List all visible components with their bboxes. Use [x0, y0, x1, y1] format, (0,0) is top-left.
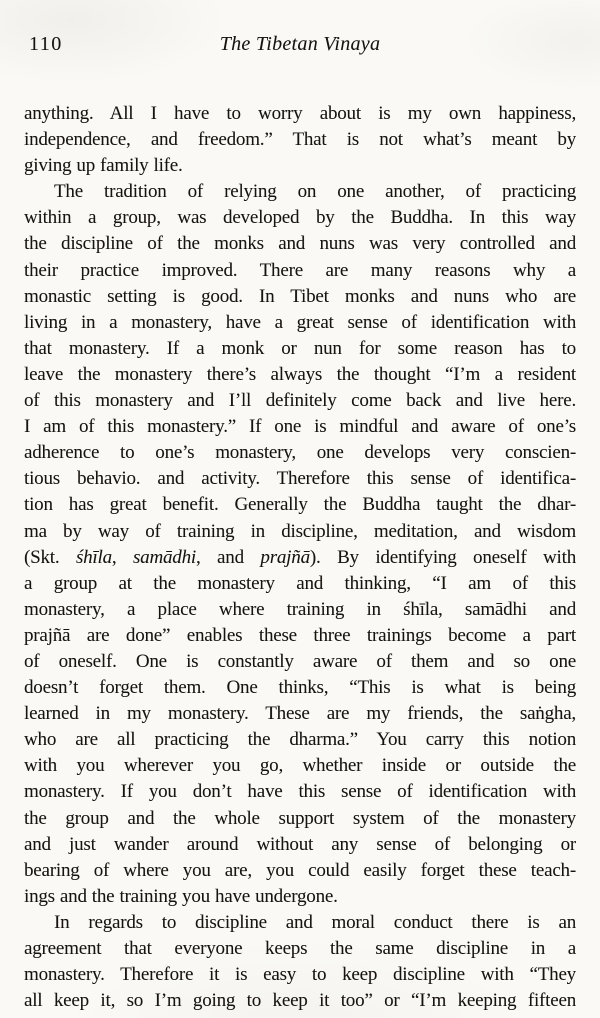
text-run: independence, and freedom.” That is not what’s meant by — [24, 129, 576, 151]
text-line — [24, 440, 576, 466]
text-run: doesn’t forget them. One thinks, “This is what is being — [24, 677, 576, 699]
page-header — [24, 31, 576, 57]
text-run: with you wherever you go, whether inside or outside the — [24, 755, 576, 777]
text-run: agreement that everyone keeps the same discipline in a — [24, 938, 576, 959]
text-line — [24, 623, 576, 649]
text-run: who are all practicing the dharma.” You carry this notion — [24, 729, 576, 751]
text-run: learned in my monastery. These are my friends, the saṅgha, — [24, 703, 576, 725]
text-run: tious behavio. and activity. Therefore this sense of identifica- — [24, 468, 576, 490]
text-run: ings and the training you have undergone. — [24, 885, 338, 907]
text-line — [24, 649, 576, 675]
text-line — [24, 988, 576, 1014]
running-title: The Tibetan Vinaya — [219, 33, 381, 55]
text-run: monastery. Therefore it is easy to keep discipline with “They — [24, 964, 576, 986]
text-line — [24, 910, 576, 936]
text-run: the discipline of the monks and nuns was very controlled and — [24, 233, 576, 255]
text-line — [24, 492, 576, 518]
text-line — [24, 571, 576, 597]
text-line — [24, 362, 576, 388]
text-run: ma by way of training in discipline, meditation, and wisdom — [24, 520, 576, 542]
text-run: living in a monastery, have a great sense of identification with — [24, 311, 576, 333]
text-line — [24, 101, 576, 127]
text-line — [24, 284, 576, 310]
paragraph — [24, 101, 576, 179]
text-run: ). By identifying oneself with — [309, 546, 576, 568]
text-run: monastery, a place where training in śhīla, samādhi and — [24, 598, 576, 620]
text-line — [24, 727, 576, 753]
paragraph — [24, 179, 576, 910]
text-line — [24, 701, 576, 727]
text-line — [24, 779, 576, 805]
text-run: monastery. If you don’t have this sense of identification with — [24, 781, 576, 803]
text-run: adherence to one’s monastery, one develops very conscien- — [24, 442, 576, 464]
text-line — [24, 414, 576, 440]
italic-term: samādhi — [132, 546, 196, 568]
page-number: 110 — [29, 33, 63, 55]
text-run: that monastery. If a monk or nun for some reason has to — [24, 337, 576, 359]
italic-term: prajñā — [260, 546, 310, 568]
text-line — [24, 519, 576, 545]
text-run: I am of this monastery.” If one is mindful and aware of one’s — [24, 416, 576, 438]
text-line — [24, 936, 576, 962]
text-line — [24, 205, 576, 231]
text-run: tion has great benefit. Generally the Buddha taught the dhar- — [24, 494, 576, 516]
text-line — [24, 858, 576, 884]
text-line — [24, 597, 576, 623]
text-run: and just wander around without any sense of belonging or — [24, 833, 576, 855]
text-line — [24, 832, 576, 858]
text-line — [24, 179, 576, 205]
text-line — [24, 806, 576, 832]
text-run: leave the monastery there’s always the thought “I’m a resident — [24, 363, 576, 385]
italic-term: śhīla — [75, 546, 112, 568]
text-run: The tradition of relying on one another, of practicing — [54, 181, 576, 203]
text-run: a group at the monastery and thinking, “I am of this — [24, 572, 576, 594]
text-line — [24, 258, 576, 284]
text-run: , — [111, 546, 133, 568]
text-block — [24, 101, 576, 1014]
text-run: , and — [195, 546, 261, 568]
text-line — [24, 388, 576, 414]
text-run: within a group, was developed by the Buddha. In this way — [24, 207, 576, 229]
text-line — [24, 884, 576, 910]
text-run: prajñā are done” enables these three trainings become a part — [24, 624, 576, 646]
text-line — [24, 466, 576, 492]
text-run: all keep it, so I’m going to keep it too” or “I’m keeping fifteen — [24, 990, 576, 1012]
text-run: of oneself. One is constantly aware of them and so one — [24, 650, 576, 672]
text-line — [24, 127, 576, 153]
paragraph — [24, 910, 576, 1014]
text-run: (Skt. — [24, 546, 76, 568]
text-run: their practice improved. There are many reasons why a — [24, 259, 576, 281]
text-line — [24, 545, 576, 571]
text-line — [24, 675, 576, 701]
text-line — [24, 962, 576, 988]
text-run: monastic setting is good. In Tibet monks and nuns who are — [24, 285, 576, 307]
text-run: the group and the whole support system of the monastery — [24, 807, 576, 829]
text-line — [24, 753, 576, 779]
text-run: bearing of where you are, you could easily forget these teach- — [24, 859, 576, 881]
text-run: of this monastery and I’ll definitely come back and live here. — [24, 390, 576, 412]
text-line — [24, 336, 576, 362]
text-run: anything. All I have to worry about is my own happiness, — [24, 103, 576, 124]
text-line — [24, 310, 576, 336]
text-line — [24, 153, 576, 179]
text-line — [24, 231, 576, 257]
text-run: In regards to discipline and moral conduct there is an — [54, 911, 576, 933]
text-run: giving up family life. — [24, 155, 183, 177]
